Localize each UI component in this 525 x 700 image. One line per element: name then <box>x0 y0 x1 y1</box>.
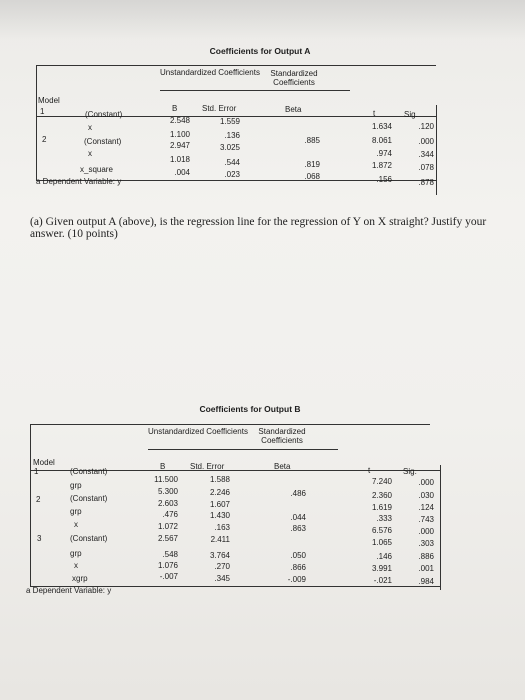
predictor-name: (Constant) <box>84 137 122 146</box>
model-number: 2 <box>36 495 41 504</box>
table-b-std-header: Standardized Coefficients <box>258 427 306 445</box>
sig-value: .984 <box>418 577 434 586</box>
sig-value: .120 <box>418 122 434 131</box>
se-value: .023 <box>224 170 240 179</box>
t-value: 1.872 <box>371 161 392 170</box>
se-value: 1.588 <box>209 475 230 484</box>
table-b-right-border <box>440 465 441 590</box>
predictor-name: x_square <box>80 165 113 174</box>
table-a-sig-header: Sig. <box>404 110 418 119</box>
model-number: 2 <box>42 135 47 144</box>
beta-value: .050 <box>290 551 306 560</box>
sig-value: .078 <box>418 163 434 172</box>
table-b-unstd-header: Unstandardized Coefficients <box>148 427 248 436</box>
t-value: 1.619 <box>371 503 392 512</box>
b-value: 2.603 <box>157 499 178 508</box>
t-value: .146 <box>376 552 392 561</box>
b-value: 2.947 <box>169 141 190 150</box>
t-value: 2.360 <box>371 491 392 500</box>
b-value: 1.076 <box>157 561 178 570</box>
se-value: 3.764 <box>209 551 230 560</box>
se-value: .270 <box>214 562 230 571</box>
b-value: 1.072 <box>157 522 178 531</box>
sig-value: .030 <box>418 491 434 500</box>
beta-value: .863 <box>290 524 306 533</box>
model-number: 1 <box>40 107 45 116</box>
sig-value: .000 <box>418 527 434 536</box>
predictor-name: (Constant) <box>70 467 108 476</box>
table-b-b-header: B <box>160 462 166 471</box>
table-b-model-header: Model <box>33 458 55 467</box>
sig-value: .001 <box>418 564 434 573</box>
table-b-footnote: a Dependent Variable: y <box>26 586 112 595</box>
b-value: .548 <box>162 550 178 559</box>
table-b-subheader-line <box>148 449 338 450</box>
t-value: 1.634 <box>371 122 392 131</box>
predictor-name: (Constant) <box>85 110 123 119</box>
table-b-t-header: t <box>368 466 371 475</box>
b-value: -.007 <box>159 572 178 581</box>
se-value: 2.246 <box>209 488 230 497</box>
table-a-t-header: t <box>373 109 376 118</box>
predictor-name: x <box>88 149 92 158</box>
table-a-beta-header: Beta <box>285 105 302 114</box>
sig-value: .124 <box>418 503 434 512</box>
b-value: .004 <box>174 168 190 177</box>
t-value: .333 <box>376 514 392 523</box>
beta-value: .885 <box>304 136 320 145</box>
se-value: 1.559 <box>219 117 240 126</box>
beta-value: .866 <box>290 563 306 572</box>
b-value: 1.100 <box>169 130 190 139</box>
table-a-title: Coefficients for Output A <box>209 46 311 56</box>
t-value: 1.065 <box>371 538 392 547</box>
t-value: 8.061 <box>371 136 392 145</box>
t-value: -.021 <box>373 576 392 585</box>
t-value: .156 <box>376 175 392 184</box>
table-b-se-header: Std. Error <box>190 462 225 471</box>
se-value: 1.430 <box>209 511 230 520</box>
t-value: 7.240 <box>371 477 392 486</box>
b-value: 2.567 <box>157 534 178 543</box>
se-value: .136 <box>224 131 240 140</box>
se-value: 2.411 <box>210 535 230 544</box>
predictor-name: grp <box>70 481 82 490</box>
sig-value: .878 <box>418 178 434 187</box>
table-a-se-header: Std. Error <box>202 104 237 113</box>
t-value: 6.576 <box>371 526 392 535</box>
b-value: .476 <box>162 510 178 519</box>
b-value: 5.300 <box>157 487 178 496</box>
table-b-sig-header: Sig. <box>403 467 417 476</box>
t-value: .974 <box>376 149 392 158</box>
sig-value: .743 <box>418 515 434 524</box>
predictor-name: xgrp <box>72 574 88 583</box>
t-value: 3.991 <box>371 564 392 573</box>
table-b-title: Coefficients for Output B <box>199 404 301 414</box>
table-b-top-border <box>30 424 430 425</box>
se-value: 3.025 <box>219 143 240 152</box>
beta-value: .044 <box>290 513 306 522</box>
sig-value: .000 <box>418 137 434 146</box>
predictor-name: x <box>74 520 78 529</box>
b-value: 11.500 <box>154 475 178 484</box>
sig-value: .000 <box>418 478 434 487</box>
beta-value: .486 <box>290 489 306 498</box>
model-number: 3 <box>37 534 42 543</box>
table-a-model-header: Model <box>38 96 60 105</box>
se-value: .345 <box>214 574 230 583</box>
beta-value: .068 <box>304 172 320 181</box>
sig-value: .886 <box>418 552 434 561</box>
table-a-unstd-header: Unstandardized Coefficients <box>160 68 260 77</box>
table-a-std-header: Standardized Coefficients <box>270 69 318 87</box>
sig-value: .303 <box>418 539 434 548</box>
table-a-footnote: a Dependent Variable: y <box>36 177 122 186</box>
predictor-name: (Constant) <box>70 534 108 543</box>
table-a-b-header: B <box>172 104 178 113</box>
sig-value: .344 <box>418 150 434 159</box>
se-value: .163 <box>214 523 230 532</box>
b-value: 1.018 <box>169 155 190 164</box>
table-b-beta-header: Beta <box>274 462 291 471</box>
predictor-name: grp <box>70 507 82 516</box>
question-text: (a) Given output A (above), is the regression line for the regression of Y on X straight? Justify your answer. (10 points) <box>30 216 487 240</box>
predictor-name: x <box>74 561 78 570</box>
model-number: 1 <box>34 467 39 476</box>
se-value: .544 <box>224 158 240 167</box>
predictor-name: (Constant) <box>70 494 108 503</box>
table-b-left-border <box>30 424 31 586</box>
predictor-name: grp <box>70 549 82 558</box>
predictor-name: x <box>88 123 92 132</box>
se-value: 1.607 <box>209 500 230 509</box>
beta-value: -.009 <box>287 575 306 584</box>
b-value: 2.548 <box>169 116 190 125</box>
beta-value: .819 <box>304 160 320 169</box>
